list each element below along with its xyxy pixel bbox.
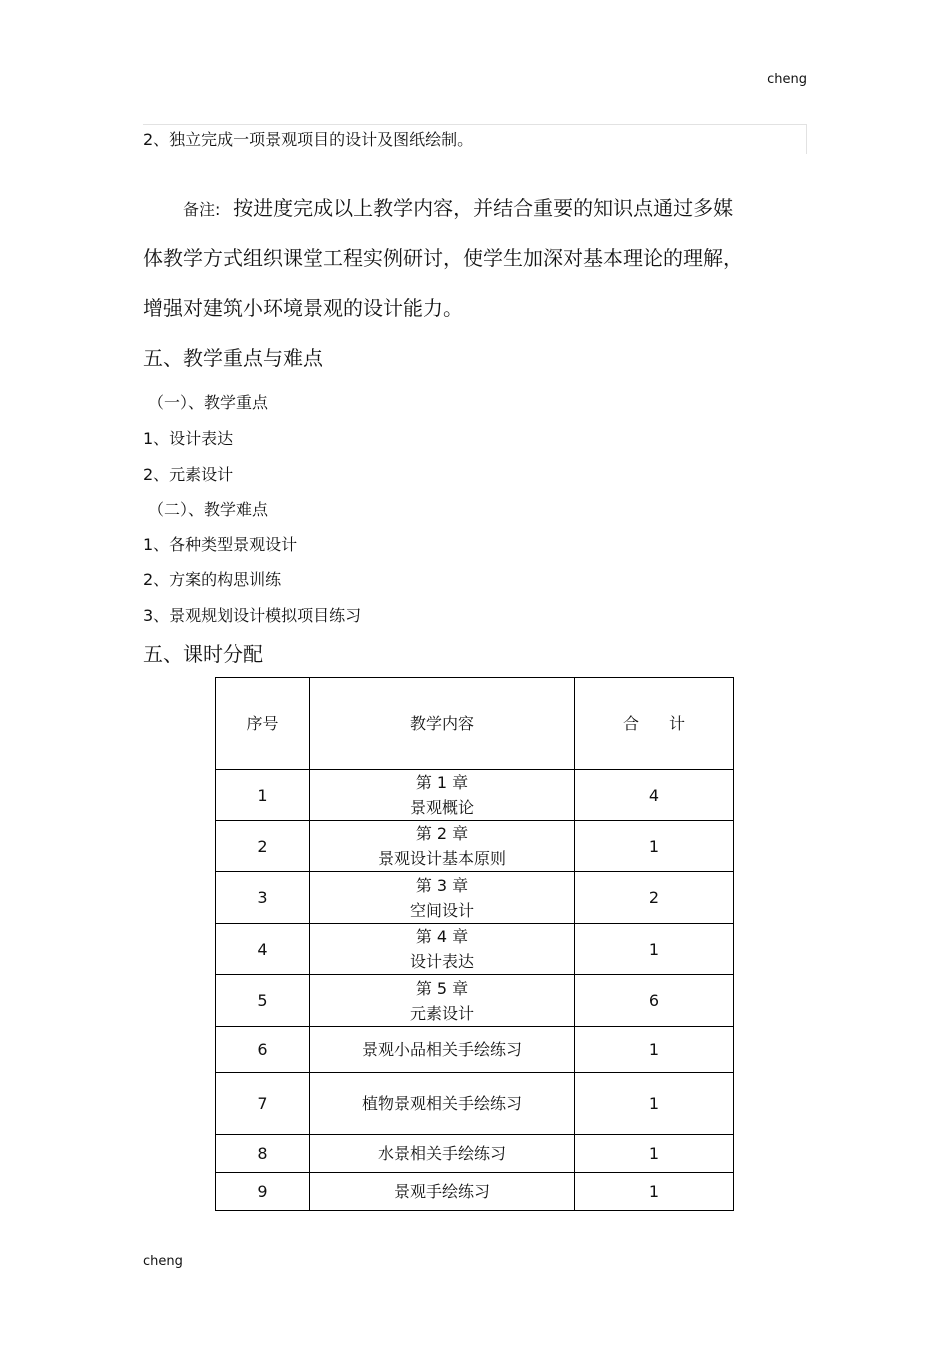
chapter-label: 第 2 章 bbox=[415, 824, 469, 843]
difficulty-item: 2、方案的构思训练 bbox=[143, 570, 282, 589]
table-row bbox=[216, 872, 734, 924]
table-row bbox=[216, 1073, 734, 1135]
table-row bbox=[216, 770, 734, 821]
table-row bbox=[216, 1135, 734, 1173]
cell-content bbox=[310, 872, 575, 924]
section-title-key-points: 五、教学重点与难点 bbox=[143, 346, 323, 370]
note-line-1 bbox=[183, 192, 733, 221]
note-line-2: 体教学方式组织课堂工程实例研讨，使学生加深对基本理论的理解， bbox=[143, 246, 743, 270]
cell-total: 1 bbox=[575, 821, 734, 872]
running-foot: cheng bbox=[143, 1254, 183, 1269]
cell-total: 2 bbox=[575, 872, 734, 924]
cell-total: 1 bbox=[575, 924, 734, 975]
cell-no: 5 bbox=[216, 975, 310, 1027]
note-text-1: 按进度完成以上教学内容，并结合重要的知识点通过多媒 bbox=[233, 196, 734, 220]
key-point-item: 1、设计表达 bbox=[143, 429, 234, 448]
cell-no: 1 bbox=[216, 770, 310, 821]
table-header-row bbox=[216, 678, 734, 770]
header-no: 序号 bbox=[216, 678, 310, 770]
cell-total: 1 bbox=[575, 1073, 734, 1135]
cell-no: 3 bbox=[216, 872, 310, 924]
cell-content: 植物景观相关手绘练习 bbox=[310, 1073, 575, 1135]
cell-content bbox=[310, 821, 575, 872]
table-row bbox=[216, 1027, 734, 1073]
chapter-label: 第 3 章 bbox=[415, 875, 469, 895]
section-title-hours: 五、课时分配 bbox=[143, 642, 263, 666]
subsection-key-points: （一）、教学重点 bbox=[148, 393, 269, 412]
objective-item-2: 2、独立完成一项景观项目的设计及图纸绘制。 bbox=[143, 130, 474, 149]
cell-content bbox=[310, 924, 575, 975]
key-point-item: 2、元素设计 bbox=[143, 465, 234, 484]
difficulty-item: 3、景观规划设计模拟项目练习 bbox=[143, 606, 362, 625]
note-label: 备注: bbox=[183, 200, 221, 219]
cell-content bbox=[310, 975, 575, 1027]
note-line-3: 增强对建筑小环境景观的设计能力。 bbox=[143, 296, 463, 320]
cell-no: 9 bbox=[216, 1173, 310, 1211]
chapter-title: 空间设计 bbox=[409, 900, 474, 920]
table-row bbox=[216, 924, 734, 975]
table-row bbox=[216, 975, 734, 1027]
cell-content bbox=[310, 770, 575, 821]
chapter-label: 第 4 章 bbox=[415, 927, 469, 946]
chapter-title: 景观概论 bbox=[409, 798, 474, 817]
header-total: 合计 bbox=[575, 678, 734, 770]
header-content: 教学内容 bbox=[310, 678, 575, 770]
cell-no: 2 bbox=[216, 821, 310, 872]
cell-content: 水景相关手绘练习 bbox=[310, 1135, 575, 1173]
hours-table bbox=[215, 677, 734, 1211]
cell-total: 1 bbox=[575, 1027, 734, 1073]
chapter-label: 第 1 章 bbox=[415, 773, 469, 792]
chapter-title: 设计表达 bbox=[409, 952, 474, 971]
table-row bbox=[216, 1173, 734, 1211]
subsection-difficulties: （二）、教学难点 bbox=[148, 500, 269, 519]
cell-total: 4 bbox=[575, 770, 734, 821]
cell-no: 7 bbox=[216, 1073, 310, 1135]
cell-no: 4 bbox=[216, 924, 310, 975]
cell-total: 6 bbox=[575, 975, 734, 1027]
cell-no: 8 bbox=[216, 1135, 310, 1173]
running-head: cheng bbox=[767, 72, 807, 87]
difficulty-item: 1、各种类型景观设计 bbox=[143, 535, 298, 554]
cell-total: 1 bbox=[575, 1173, 734, 1211]
chapter-label: 第 5 章 bbox=[415, 978, 469, 998]
chapter-title: 元素设计 bbox=[409, 1003, 474, 1023]
cell-no: 6 bbox=[216, 1027, 310, 1073]
cell-content: 景观手绘练习 bbox=[310, 1173, 575, 1211]
cell-content: 景观小品相关手绘练习 bbox=[310, 1027, 575, 1073]
cell-total: 1 bbox=[575, 1135, 734, 1173]
table-row bbox=[216, 821, 734, 872]
chapter-title: 景观设计基本原则 bbox=[377, 849, 506, 868]
